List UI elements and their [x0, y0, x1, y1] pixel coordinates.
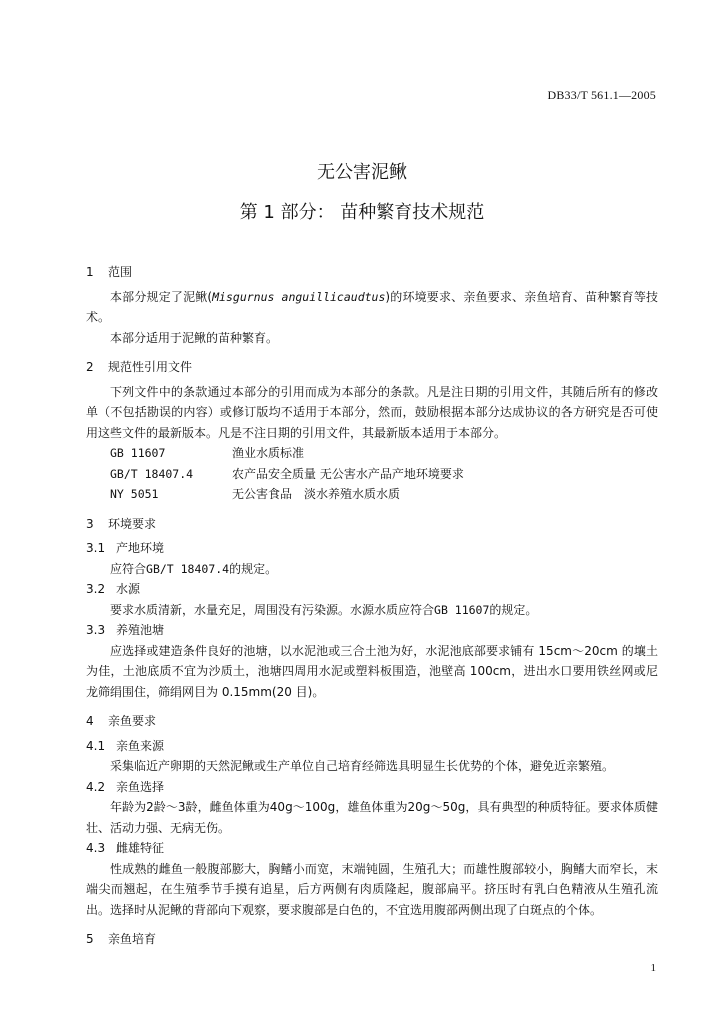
document-subtitle: 第 1 部分： 苗种繁育技术规范: [239, 202, 485, 223]
section-title: 亲鱼要求: [108, 714, 157, 728]
subsection-title: 水源: [116, 582, 141, 596]
document-body: [86, 262, 658, 950]
section-heading-4: [86, 711, 658, 732]
reference-code: GB 11607: [110, 446, 166, 460]
paragraph: 应符合GB/T 18407.4的规定。: [110, 561, 278, 576]
reference-name: 无公害食品 淡水养殖水质水质: [232, 487, 401, 501]
page-number: 1: [650, 962, 656, 974]
subsection-number: 3.2: [86, 582, 106, 596]
subsection-heading-4-1: [86, 736, 658, 757]
section-heading-5: [86, 929, 658, 950]
subsection-number: 4.2: [86, 779, 106, 794]
paragraph: 采集临近产卵期的天然泥鳅或生产单位自己培育经筛选具明显生长优势的个体，避免近亲繁殖。: [110, 759, 615, 773]
section-title: 规范性引用文件: [108, 360, 193, 374]
subsection-heading-3-1: [86, 538, 658, 559]
latin-name: Misgurnus anguillicaudtus: [212, 289, 386, 304]
section-title: 环境要求: [108, 516, 157, 531]
subsection-title: 雌雄特征: [116, 841, 165, 855]
reference-code: GB/T 18407.4: [110, 466, 194, 481]
section-number: 1: [86, 265, 94, 279]
section-heading-2: [86, 357, 658, 378]
section-heading-3: [86, 514, 658, 535]
section-heading-1: [86, 262, 658, 283]
section-title: 亲鱼培育: [108, 932, 157, 946]
subsection-heading-3-3: [86, 620, 658, 641]
subsection-number: 3.3: [86, 623, 106, 637]
subsection-heading-4-3: [86, 838, 658, 859]
paragraph: 本部分规定了泥鳅(Misgurnus anguillicaudtus)的环境要求、亲鱼要求、亲鱼培育、苗种繁育等技术。: [86, 289, 659, 324]
subsection-title: 亲鱼选择: [116, 779, 165, 794]
subsection-number: 4.1: [86, 738, 106, 753]
subsection-title: 产地环境: [116, 541, 165, 555]
paragraph: 应选择或建造条件良好的池塘，以水泥池或三合土池为好，水泥池底部要求铺有 15cm～20cm 的壤土为佳，土池底质不宜为沙质土，池塘四周用水泥或塑料板围造，池壁高 100cm，进出水口要用铁丝网或尼龙筛绢围住，筛绢网目为 0.15mm(20 目)。: [86, 643, 658, 699]
subsection-heading-4-2: [86, 777, 658, 798]
subsection-number: 4.3: [86, 841, 106, 855]
section-number: 3: [86, 516, 94, 531]
section-number: 4: [86, 714, 94, 728]
subsection-title: 养殖池塘: [116, 623, 165, 637]
document-title: 无公害泥鳅: [317, 162, 407, 183]
reference-item: [110, 484, 658, 505]
standard-number: DB33/T 561.1—2005: [547, 88, 656, 102]
section-title: 范围: [108, 265, 133, 279]
reference-code: NY 5051: [110, 487, 159, 501]
reference-item: [110, 464, 658, 485]
section-number: 2: [86, 360, 94, 374]
subsection-title: 亲鱼来源: [116, 738, 165, 753]
paragraph: 年龄为2龄～3龄，雌鱼体重为40g～100g，雄鱼体重为20g～50g，具有典型的种质特征。要求体质健壮、活动力强、无病无伤。: [86, 800, 658, 835]
paragraph: 本部分适用于泥鳅的苗种繁育。: [110, 330, 279, 345]
paragraph: 要求水质清新，水量充足，周围没有污染源。水源水质应符合GB 11607的规定。: [110, 602, 538, 617]
subsection-number: 3.1: [86, 541, 106, 555]
paragraph: 性成熟的雌鱼一般腹部膨大，胸鳍小而宽，末端钝圆，生殖孔大；而雄性腹部较小，胸鳍大而窄长，末端尖而翘起，在生殖季节手摸有追星，后方两侧有肉质隆起，腹部扁平。挤压时有乳白色精液从生殖孔流出。选择时从泥鳅的背部向下观察，要求腹部是白色的，不宜选用腹部两侧出现了白斑点的个体。: [86, 861, 658, 917]
reference-item: [110, 443, 658, 464]
paragraph: 下列文件中的条款通过本部分的引用而成为本部分的条款。凡是注日期的引用文件，其随后所有的修改单（不包括勘误的内容）或修订版均不适用于本部分，然而，鼓励根据本部分达成协议的各方研究是否可使用这些文件的最新版本。凡是不注日期的引用文件，其最新版本适用于本部分。: [86, 384, 658, 440]
subsection-heading-3-2: [86, 579, 658, 600]
section-number: 5: [86, 932, 94, 946]
reference-name: 渔业水质标准: [232, 446, 305, 460]
reference-name: 农产品安全质量 无公害水产品产地环境要求: [232, 466, 464, 481]
